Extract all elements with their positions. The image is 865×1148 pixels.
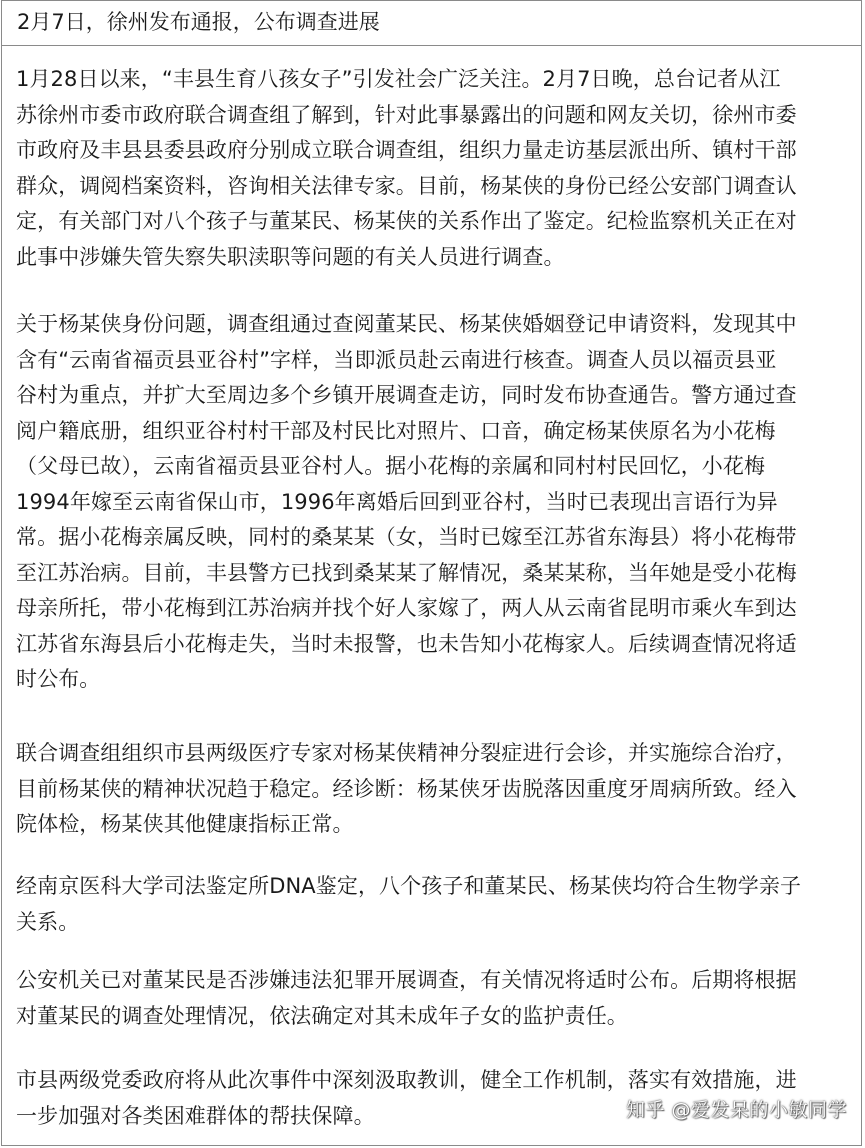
text-line: 市政府及丰县县委县政府分别成立联合调查组，组织力量走访基层派出所、镇村干部 (16, 138, 797, 162)
text-line: 目前杨某侠的精神状况趋于稳定。经诊断：杨某侠牙齿脱落因重度牙周病所致。经入 (16, 776, 797, 801)
text-line: 院体检，杨某侠其他健康指标正常。 (16, 812, 354, 836)
text-line: 1月28日以来，“丰县生育八孩女子”引发社会广泛关注。2月7日晚，总台记者从江 (16, 67, 781, 91)
text-line: 含有“云南省福贡县亚谷村”字样，当即派员赴云南进行核查。调查人员以福贡县亚 (16, 347, 777, 372)
text-line: 对董某民的调查处理情况，依法确定对其未成年子女的监护责任。 (16, 1003, 628, 1028)
paragraph-5 (16, 963, 847, 1034)
text-line: 1994年嫁至云南省保山市，1996年离婚后回到亚谷村，当时已表现出言语行为异 (16, 489, 778, 514)
text-line: 群众，调阅档案资料，咨询相关法律专家。目前，杨某侠的身份已经公安部门调查认 (16, 173, 797, 198)
text-line: 一步加强对各类困难群体的帮扶保障。 (16, 1103, 375, 1128)
text-line: 定，有关部门对八个孩子与董某民、杨某侠的关系作出了鉴定。纪检监察机关正在对 (16, 209, 797, 233)
text-line: 关系。 (16, 909, 80, 934)
document-title: 2月7日，徐州发布通报，公布调查进展 (1, 0, 862, 46)
paragraph-3 (16, 736, 847, 843)
text-line: 市县两级党委政府将从此次事件中深刻汲取教训，健全工作机制，落实有效措施，进 (16, 1068, 797, 1092)
text-line: 联合调查组组织市县两级医疗专家对杨某侠精神分裂症进行会诊，并实施综合治疗， (16, 741, 797, 765)
text-line: 谷村为重点，并扩大至周边多个乡镇开展调查走访，同时发布协查通告。警方通过查 (16, 383, 797, 407)
zhihu-watermark: 知乎 @爱发呆的小敏同学 (625, 1099, 847, 1121)
text-line: 母亲所托，带小花梅到江苏治病并找个好人家嫁了，两人从云南省昆明市乘火车到达 (16, 596, 797, 620)
paragraph-2 (16, 307, 847, 698)
paragraph-1 (16, 62, 847, 275)
text-line: 时公布。 (16, 667, 101, 691)
text-line: 关于杨某侠身份问题，调查组通过查阅董某民、杨某侠婚姻登记申请资料，发现其中 (16, 312, 797, 336)
text-line: 至江苏治病。目前，丰县警方已找到桑某某了解情况，桑某某称，当年她是受小花梅 (16, 560, 797, 585)
text-line: （父母已故），云南省福贡县亚谷村人。据小花梅的亲属和同村村民回忆，小花梅 (16, 454, 766, 478)
text-line: 苏徐州市委市政府联合调查组了解到，针对此事暴露出的问题和网友关切，徐州市委 (16, 102, 797, 127)
text-line: 江苏省东海县后小花梅走失，当时未报警，也未告知小花梅家人。后续调查情况将适 (16, 631, 797, 656)
text-line: 此事中涉嫌失管失察失职渎职等问题的有关人员进行调查。 (16, 244, 565, 269)
text-line: 公安机关已对董某民是否涉嫌违法犯罪开展调查，有关情况将适时公布。后期将根据 (16, 968, 797, 992)
text-line: 阅户籍底册，组织亚谷村村干部及村民比对照片、口音，确定杨某侠原名为小花梅 (16, 418, 776, 443)
text-line: 经南京医科大学司法鉴定所DNA鉴定，八个孩子和董某民、杨某侠均符合生物学亲子 (16, 874, 802, 898)
paragraph-4 (16, 869, 847, 940)
text-line: 常。据小花梅亲属反映，同村的桑某某（女，当时已嫁至江苏省东海县）将小花梅带 (16, 525, 797, 549)
